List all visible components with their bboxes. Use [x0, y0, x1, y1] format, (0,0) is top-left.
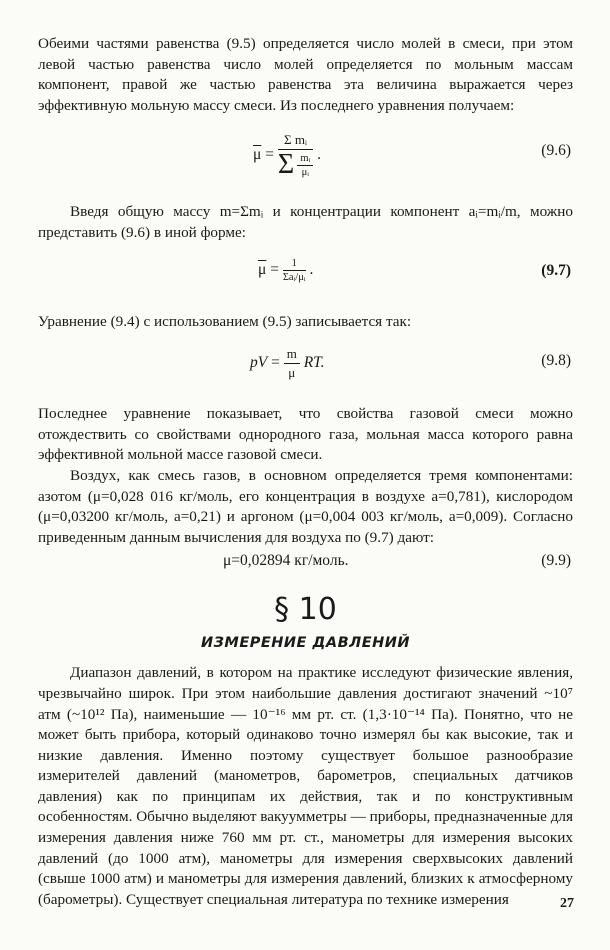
eq97-label: (9.7)	[541, 261, 571, 279]
eq97-fraction	[283, 258, 306, 283]
equation-9-7: $\overline{\mu}$ = $\frac{1}{\text{Σaᵢ/μᵢ}}$ . (9.7)	[258, 257, 571, 283]
eq96-fraction	[278, 132, 313, 179]
equation-9-6: $\overline{\mu}$ = Σ mᵢ Σ $\frac{\text{mᵢ}}{\text{μᵢ}}$ . (9.6)	[253, 132, 571, 181]
paragraph-1: Обеими частями равенства (9.5) определяется число молей в смеси, при этом левой частью равенства число молей определяется по мольным массам компонент, правой же частью равенства эта величина выражается через эффективную мольную массу смеси. Из последнего уравнения получаем:	[38, 35, 573, 114]
equation-9-9	[38, 552, 573, 576]
eq98-fraction	[284, 346, 300, 381]
eq96-inner-numerator: mᵢ	[297, 153, 313, 166]
eq96-label: (9.6)	[541, 142, 571, 160]
eq96-inner-denominator: μᵢ	[301, 166, 309, 178]
section-number: § 10	[274, 592, 337, 628]
eq99-label: (9.9)	[541, 552, 571, 570]
eq98-numerator: m	[284, 346, 300, 364]
eq96-lhs: $\overline{\mu}$	[253, 146, 262, 164]
paragraph-6: Диапазон давлений, в котором на практике исследуют физические явления, чрезвычайно широк. При этом наибольшие давления достигают значений ~10⁷ атм (~10¹² Па), наименьшие — 10⁻¹⁶ мм рт. ст. (1,3·10⁻¹⁴ Па). Понятно, что не может быть прибора, который одинаково точно измерял бы как высокие, так и низкие давления. Именно поэтому существует большое разнообразие измерителей давлений (манометров, барометров, специальных датчиков давления) как по принципам их действия, так и по конструктивным особенностям. Обычно выделяют вакуумметры — приборы, предназначенные для измерения давления ниже 760 мм рт. ст., манометры для измерения высоких давлений (до 1000 атм), манометры для измерения сверхвысоких давлений (свыше 1000 атм) и манометры для измерения давлений, близких к атмосферному (барометры). Существует специальная литература по технике измерения	[38, 664, 573, 908]
paragraph-3: Уравнение (9.4) с использованием (9.5) записывается так:	[38, 312, 412, 330]
eq98-rhs: RT.	[303, 354, 325, 372]
paragraph-4: Последнее уравнение показывает, что свойства газовой смеси можно отождествить со свойствами однородного газа, мольная масса которого равна эффективной мольной массе газовой смеси.	[38, 405, 573, 464]
eq98-denominator: μ	[288, 365, 296, 381]
equation-9-8: pV = $\frac{m}{\mu}$ RT. (9.8)	[250, 346, 571, 381]
eq97-denominator: Σaᵢ/μᵢ	[282, 271, 306, 283]
eq99-text: μ=0,02894 кг/моль.	[223, 552, 349, 570]
eq96-inner-fraction	[297, 153, 313, 178]
eq98-label: (9.8)	[541, 352, 571, 370]
eq97-numerator: 1	[283, 258, 306, 271]
section-title: ИЗМЕРЕНИЕ ДАВЛЕНИЙ	[200, 635, 411, 652]
eq97-lhs: $\overline{\mu}$	[258, 260, 267, 278]
page-number: 27	[560, 896, 574, 911]
eq96-sum-symbol: Σ	[277, 149, 295, 181]
paragraph-2: Введя общую массу m=Σmᵢ и концентрации компонент aᵢ=mᵢ/m, можно представить (9.6) в иной форме:	[38, 203, 573, 241]
paragraph-5: Воздух, как смесь газов, в основном определяется тремя компонентами: азотом (μ=0,028 016 кг/моль, его концентрация в воздухе a=0,781), кислородом (μ=0,03200 кг/моль, a=0,21) и аргоном (μ=0,004 003 кг/моль, a=0,009). Согласно приведенным данным вычисления для воздуха по (9.7) дают:	[38, 466, 573, 546]
eq96-numerator: Σ mᵢ	[278, 132, 313, 150]
eq98-lhs: pV	[250, 354, 268, 372]
page	[38, 34, 573, 910]
